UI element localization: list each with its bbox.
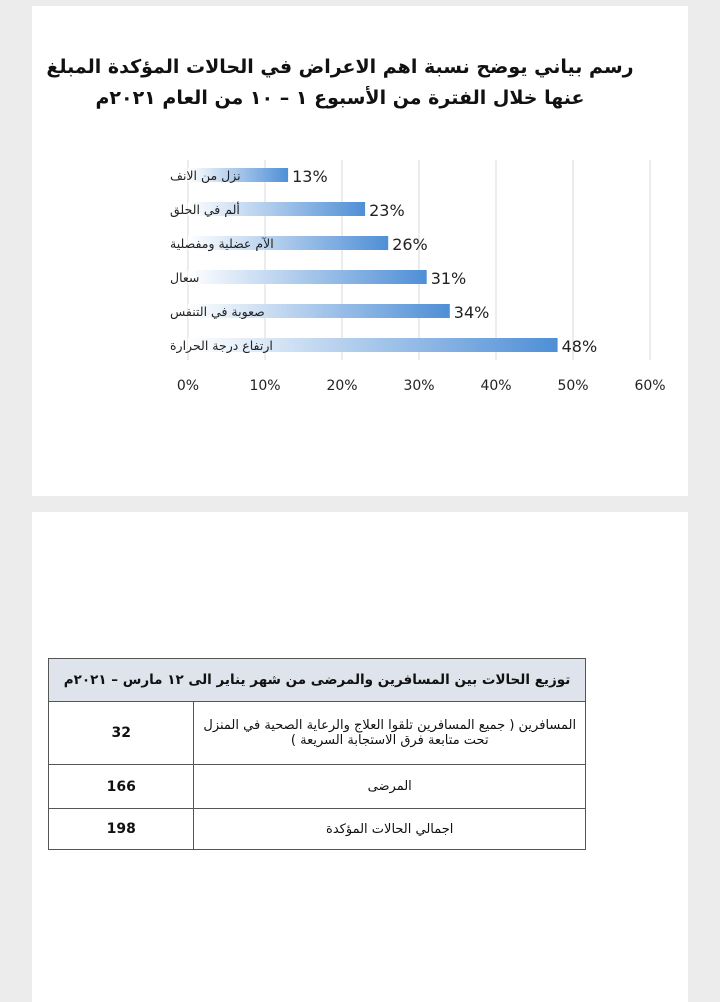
row-label-travelers: المسافرين ( جميع المسافرين تلقوا العلاج والرعاية الصحية في المنزل تحت متابعة فرق الاستجابة السريعة ) <box>194 702 586 765</box>
x-tick-label: 20% <box>326 378 358 394</box>
category-label: الآم عضلية ومفصلية <box>170 236 274 251</box>
chart-title-line-1: رسم بياني يوضح نسبة اهم الاعراض في الحالات المؤكدة المبلغ <box>46 56 634 78</box>
data-label: 48% <box>561 337 598 356</box>
category-label: نزل من الانف <box>170 168 241 183</box>
x-tick-label: 10% <box>249 378 281 394</box>
bar <box>188 270 427 284</box>
x-tick-label: 30% <box>403 378 435 394</box>
chart-bars <box>188 168 558 352</box>
table-header-row <box>49 659 586 702</box>
x-tick-label: 0% <box>176 378 200 394</box>
table-row <box>49 702 586 765</box>
category-label: سعال <box>170 270 200 285</box>
x-tick-label: 40% <box>480 378 512 394</box>
row-label-patients: المرضى <box>194 765 586 809</box>
category-label: ألم في الحلق <box>170 202 240 217</box>
data-label: 31% <box>430 269 467 288</box>
data-label: 26% <box>392 235 428 254</box>
chart-gridlines <box>188 160 650 360</box>
data-label: 34% <box>453 303 490 322</box>
category-label: صعوبة في التنفس <box>170 304 265 319</box>
cases-table <box>48 658 586 850</box>
row-value-total: 198 <box>49 809 194 850</box>
category-label: ارتفاع درجة الحرارة <box>170 338 273 353</box>
table-header: توزيع الحالات بين المسافرين والمرضى من شهر يناير الى ١٢ مارس – ٢٠٢١م <box>49 659 586 702</box>
row-value-travelers: 32 <box>49 702 194 765</box>
table-row <box>49 809 586 850</box>
data-label: 13% <box>292 167 328 186</box>
bar-chart <box>0 0 720 500</box>
x-tick-label: 50% <box>557 378 589 394</box>
table-row <box>49 765 586 809</box>
x-tick-label: 60% <box>634 378 666 394</box>
row-value-patients: 166 <box>49 765 194 809</box>
chart-title-line-2: عنها خلال الفترة من الأسبوع ١ – ١٠ من العام ٢٠٢١م <box>95 87 585 109</box>
data-label: 23% <box>369 201 405 220</box>
row-label-total: اجمالي الحالات المؤكدة <box>194 809 586 850</box>
